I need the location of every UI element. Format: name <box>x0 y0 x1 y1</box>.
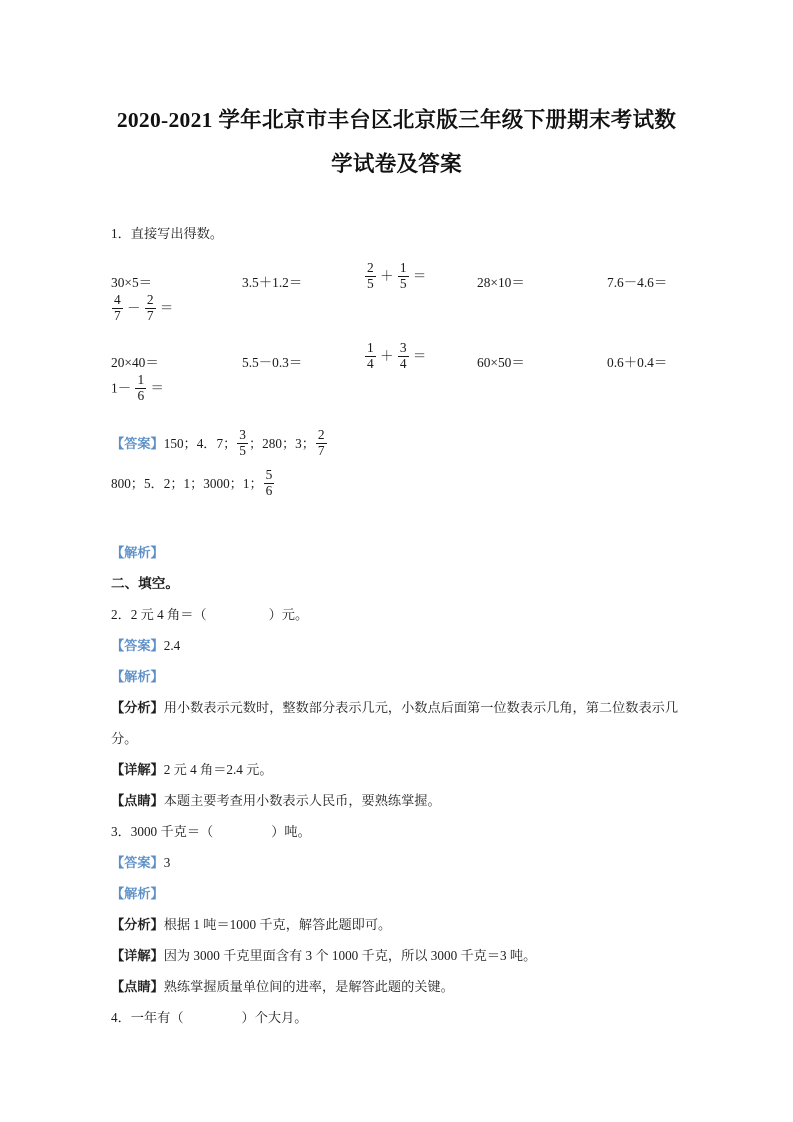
equals-sign: ＝ <box>159 300 174 316</box>
page-title <box>111 0 682 186</box>
equals-sign: ＝ <box>412 348 427 364</box>
calc-row-1-tail <box>111 291 682 323</box>
question-2-answer <box>111 630 682 661</box>
question-2-answer-value: 2.4 <box>163 638 181 653</box>
answer-line-2 <box>111 467 682 501</box>
question-4-text <box>111 1002 682 1033</box>
fraction: $\frac{2}{7}$ <box>146 292 154 323</box>
operator: ＋ <box>380 268 394 284</box>
equals-sign: ＝ <box>150 380 164 396</box>
fraction: $\frac{4}{7}$ <box>114 292 121 323</box>
question-2-xiangjie <box>111 754 682 785</box>
question-3-xiangjie <box>111 940 682 971</box>
question-3-fenxi <box>111 909 682 940</box>
question-3-suffix: ）吨。 <box>271 824 311 839</box>
calc-item-2-6 <box>111 373 164 403</box>
fraction: $\frac{5}{6}$ <box>265 467 273 498</box>
question-3-answer <box>111 847 682 878</box>
calc-row-2-tail <box>111 371 682 403</box>
question-2-xiangjie-text: 2 元 4 角＝2.4 元。 <box>163 762 273 777</box>
answer-part-3: 800；5．2；1；3000；1； <box>111 476 263 491</box>
question-2-dianjing <box>111 785 682 816</box>
analysis-label: 【解析】 <box>111 669 164 684</box>
section-2-heading: 二、填空。 <box>111 576 179 591</box>
fenxi-label: 【分析】 <box>111 700 164 715</box>
calc-row-2 <box>111 337 682 371</box>
dianjing-label: 【点睛】 <box>111 979 164 994</box>
calc-item-2-5: 0.6＋0.4＝ <box>607 355 668 370</box>
title-line-2: 学试卷及答案 <box>331 152 462 176</box>
question-2-text <box>111 599 682 630</box>
question-2-analysis-label <box>111 661 682 692</box>
question-3-xiangjie-text: 因为 3000 千克里面含有 3 个 1000 千克，所以 3000 千克＝3 吨。 <box>163 948 537 963</box>
question-3-text <box>111 816 682 847</box>
question-4-suffix: ）个大月。 <box>241 1010 308 1025</box>
calc-item-2-2: 5.5－0.3＝ <box>242 355 303 370</box>
answer-part-2: ；280；3； <box>248 436 315 451</box>
analysis-label: 【解析】 <box>111 886 164 901</box>
question-2-fenxi <box>111 692 682 754</box>
xiangjie-label: 【详解】 <box>111 948 164 963</box>
calc-item-2-4: 60×50＝ <box>477 355 525 370</box>
answer-label: 【答案】 <box>111 638 164 653</box>
calc-item-2-1: 20×40＝ <box>111 355 159 370</box>
operand: 1－ <box>111 380 132 396</box>
fraction: $\frac{2}{5}$ <box>367 260 374 291</box>
fraction: $\frac{1}{6}$ <box>137 372 145 403</box>
calc-item-1-1: 30×5＝ <box>111 275 153 290</box>
operator: － <box>127 300 141 316</box>
fraction: $\frac{1}{5}$ <box>399 260 407 291</box>
calc-item-1-2: 3.5＋1.2＝ <box>242 275 303 290</box>
dianjing-label: 【点睛】 <box>111 793 164 808</box>
question-1-answers <box>111 427 682 501</box>
question-1-heading: 1．直接写出得数。 <box>111 226 224 241</box>
answer-label: 【答案】 <box>111 855 164 870</box>
question-3-answer-value: 3 <box>163 855 171 870</box>
question-4-prefix: 4．一年有（ <box>111 1010 184 1025</box>
fraction: $\frac{3}{4}$ <box>399 340 407 371</box>
question-3-dianjing-text: 熟练掌握质量单位间的进率，是解答此题的关键。 <box>163 979 454 994</box>
answer-part-1: 150；4．7； <box>163 436 237 451</box>
title-line-1: 2020-2021 学年北京市丰台区北京版三年级下册期末考试数 <box>116 108 677 132</box>
question-3-dianjing <box>111 971 682 1002</box>
calc-row-1 <box>111 257 682 291</box>
fraction: $\frac{1}{4}$ <box>367 340 374 371</box>
question-3-prefix: 3．3000 千克＝（ <box>111 824 214 839</box>
question-2-fenxi-text: 用小数表示元数时，整数部分表示几元，小数点后面第一位数表示几角，第二位数表示几分。 <box>111 700 679 746</box>
question-3-analysis-label <box>111 878 682 909</box>
question-2-suffix: ）元。 <box>268 607 309 622</box>
equals-sign: ＝ <box>412 268 427 284</box>
fenxi-label: 【分析】 <box>111 917 164 932</box>
question-2-dianjing-text: 本题主要考查用小数表示人民币，要熟练掌握。 <box>163 793 441 808</box>
calc-item-1-5: 7.6－4.6＝ <box>607 275 668 290</box>
question-3-fenxi-text: 根据 1 吨＝1000 千克，解答此题即可。 <box>163 917 392 932</box>
calc-item-1-6 <box>111 293 173 323</box>
fraction: $\frac{2}{7}$ <box>317 427 325 458</box>
operator: ＋ <box>380 348 394 364</box>
answer-line-1 <box>111 427 682 461</box>
answer-label: 【答案】 <box>111 436 164 451</box>
xiangjie-label: 【详解】 <box>111 762 164 777</box>
question-2-prefix: 2．2 元 4 角＝（ <box>111 607 207 622</box>
analysis-label: 【解析】 <box>111 545 164 560</box>
question-1-analysis-label <box>111 537 682 568</box>
calc-item-1-4: 28×10＝ <box>477 275 525 290</box>
fraction: $\frac{3}{5}$ <box>239 427 246 458</box>
calc-item-1-3 <box>364 261 426 291</box>
calc-item-2-3 <box>364 341 426 371</box>
